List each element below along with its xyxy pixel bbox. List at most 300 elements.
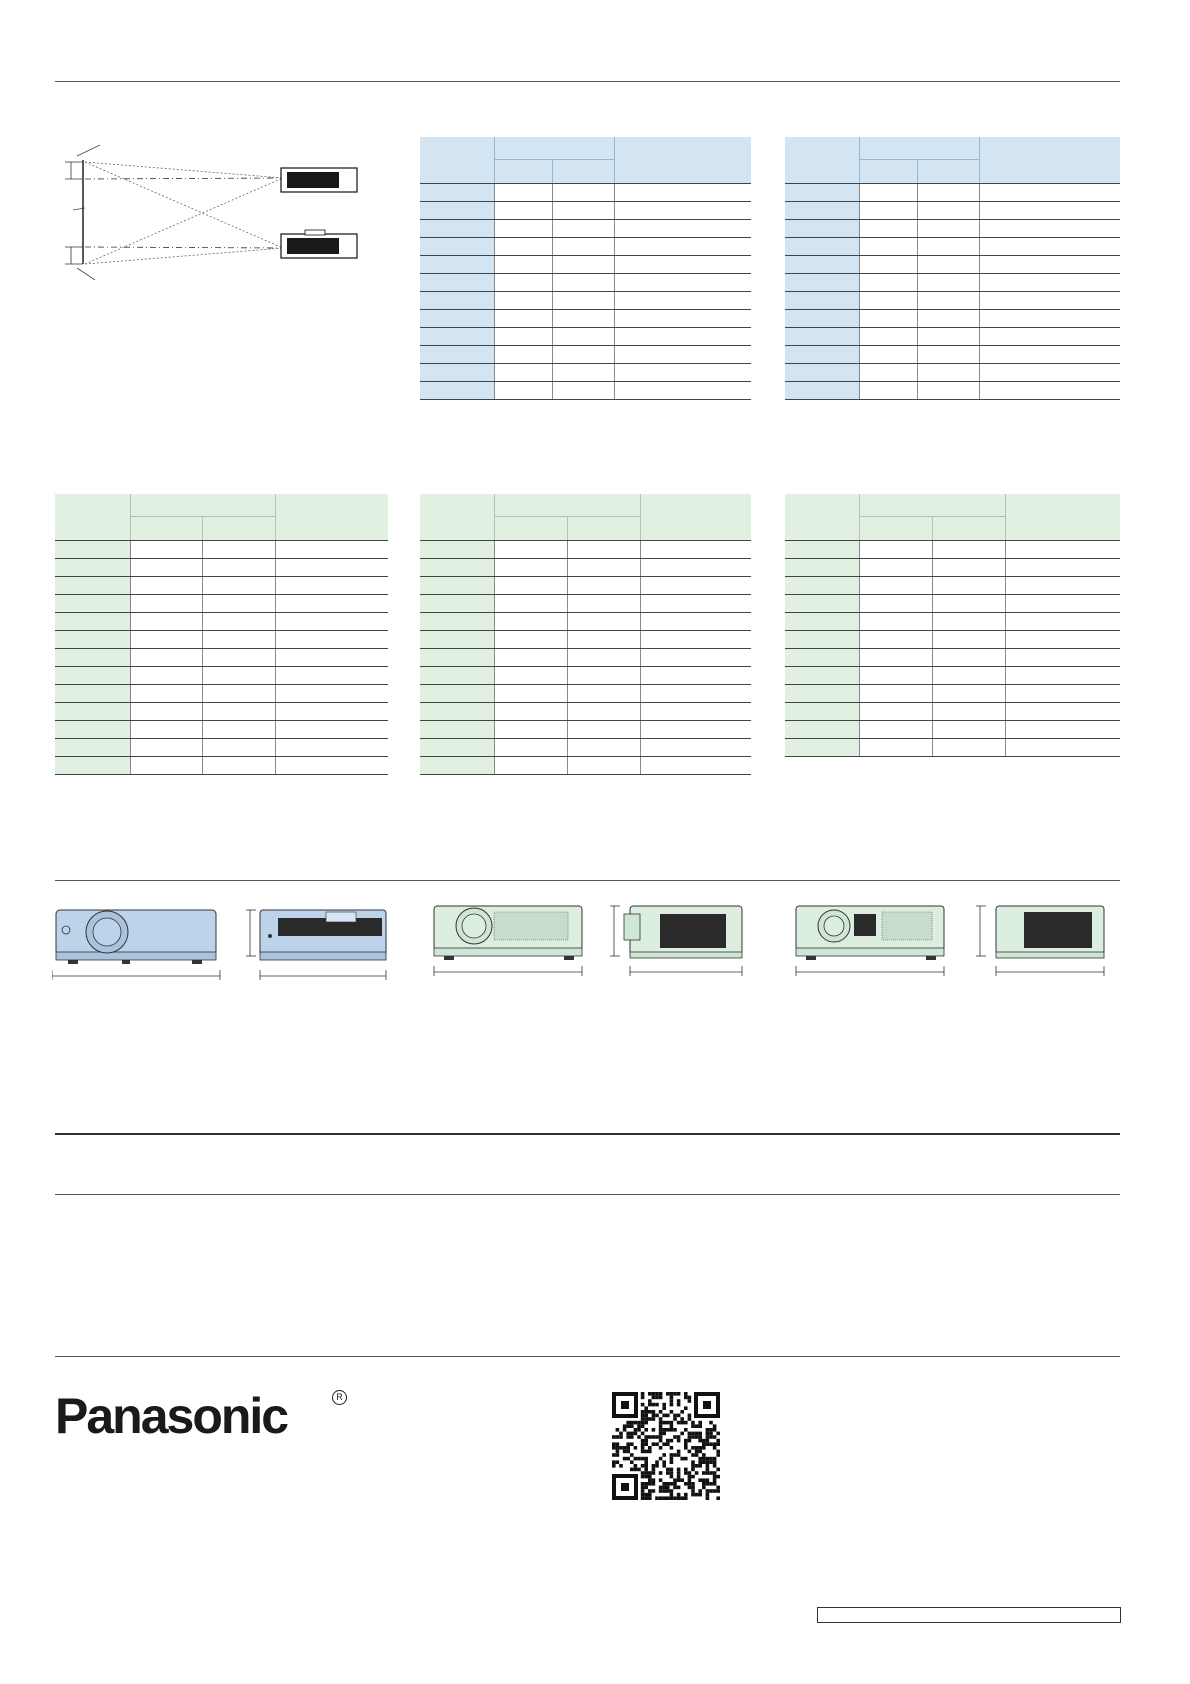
- qr-module: [670, 1428, 674, 1432]
- qr-module: [677, 1471, 681, 1475]
- qr-module: [659, 1435, 663, 1439]
- qr-module: [659, 1392, 663, 1396]
- qr-module: [623, 1428, 627, 1432]
- qr-module: [677, 1435, 681, 1439]
- qr-module: [702, 1471, 706, 1475]
- qr-module: [648, 1482, 652, 1486]
- qr-module: [637, 1435, 641, 1439]
- qr-module: [691, 1460, 695, 1464]
- qr-module: [702, 1446, 706, 1450]
- qr-module: [684, 1421, 688, 1425]
- qr-module: [677, 1493, 681, 1497]
- qr-module: [713, 1460, 717, 1464]
- throw-distance-table-green-2: [420, 494, 751, 775]
- qr-module: [691, 1446, 695, 1450]
- qr-module: [655, 1414, 659, 1418]
- qr-module: [691, 1424, 695, 1428]
- qr-module: [641, 1439, 645, 1443]
- qr-module: [680, 1417, 684, 1421]
- qr-module: [616, 1450, 620, 1454]
- qr-module: [648, 1417, 652, 1421]
- qr-module: [706, 1464, 710, 1468]
- qr-module: [680, 1421, 684, 1425]
- qr-module: [616, 1446, 620, 1450]
- throw-distance-table-green-1: [55, 494, 388, 775]
- qr-module: [677, 1478, 681, 1482]
- projector-side-green-2: [974, 902, 1114, 978]
- qr-module: [684, 1439, 688, 1443]
- qr-module: [706, 1471, 710, 1475]
- qr-module: [652, 1478, 656, 1482]
- qr-code: [612, 1392, 720, 1500]
- registered-mark: R: [332, 1390, 347, 1405]
- qr-module: [709, 1457, 713, 1461]
- qr-module: [659, 1478, 663, 1482]
- qr-module: [644, 1475, 648, 1479]
- qr-module: [673, 1428, 677, 1432]
- qr-module: [673, 1435, 677, 1439]
- qr-module: [698, 1439, 702, 1443]
- qr-module: [702, 1460, 706, 1464]
- qr-module: [612, 1453, 616, 1457]
- qr-module: [644, 1406, 648, 1410]
- qr-module: [666, 1392, 670, 1396]
- qr-module: [677, 1475, 681, 1479]
- qr-module: [706, 1468, 710, 1472]
- qr-module: [634, 1432, 638, 1436]
- panasonic-logo: Panasonic: [55, 1388, 288, 1444]
- qr-module: [637, 1424, 641, 1428]
- qr-module: [652, 1464, 656, 1468]
- qr-module: [670, 1460, 674, 1464]
- qr-module: [634, 1464, 638, 1468]
- qr-module: [695, 1424, 699, 1428]
- qr-module: [713, 1475, 717, 1479]
- qr-module: [616, 1435, 620, 1439]
- qr-module: [659, 1446, 663, 1450]
- qr-module: [648, 1471, 652, 1475]
- qr-module: [637, 1428, 641, 1432]
- dimensions-rule: [55, 880, 1120, 881]
- qr-module: [644, 1435, 648, 1439]
- qr-module: [641, 1396, 645, 1400]
- qr-module: [670, 1446, 674, 1450]
- qr-module: [641, 1493, 645, 1497]
- qr-module: [634, 1428, 638, 1432]
- projector-side-green-1: [608, 902, 748, 978]
- qr-module: [662, 1460, 666, 1464]
- qr-module: [677, 1486, 681, 1490]
- qr-module: [634, 1421, 638, 1425]
- qr-module: [648, 1446, 652, 1450]
- qr-module: [616, 1453, 620, 1457]
- qr-module: [698, 1432, 702, 1436]
- qr-module: [706, 1478, 710, 1482]
- qr-module: [641, 1432, 645, 1436]
- qr-module: [677, 1450, 681, 1454]
- qr-module: [644, 1464, 648, 1468]
- qr-module: [673, 1417, 677, 1421]
- qr-module: [673, 1478, 677, 1482]
- qr-module: [684, 1493, 688, 1497]
- qr-module: [684, 1471, 688, 1475]
- throw-distance-table-blue-1: [420, 137, 751, 400]
- qr-module: [684, 1392, 688, 1396]
- qr-module: [659, 1410, 663, 1414]
- qr-module: [630, 1435, 634, 1439]
- qr-module: [691, 1421, 695, 1425]
- qr-module: [659, 1396, 663, 1400]
- qr-module: [623, 1450, 627, 1454]
- qr-module: [641, 1486, 645, 1490]
- qr-module: [709, 1435, 713, 1439]
- qr-module: [680, 1478, 684, 1482]
- qr-module: [706, 1439, 710, 1443]
- qr-module: [648, 1489, 652, 1493]
- qr-module: [641, 1450, 645, 1454]
- qr-module: [677, 1403, 681, 1407]
- qr-module: [641, 1475, 645, 1479]
- qr-module: [666, 1428, 670, 1432]
- qr-module: [688, 1396, 692, 1400]
- qr-module: [626, 1457, 630, 1461]
- qr-module: [659, 1432, 663, 1436]
- qr-module: [641, 1403, 645, 1407]
- qr-module: [713, 1424, 717, 1428]
- qr-module: [670, 1399, 674, 1403]
- qr-module: [616, 1442, 620, 1446]
- qr-module: [666, 1496, 670, 1500]
- qr-module: [641, 1464, 645, 1468]
- qr-module: [713, 1457, 717, 1461]
- qr-module: [641, 1414, 645, 1418]
- qr-module: [695, 1446, 699, 1450]
- qr-module: [655, 1435, 659, 1439]
- qr-module: [670, 1468, 674, 1472]
- qr-module: [641, 1457, 645, 1461]
- footer-rule: [55, 1356, 1120, 1357]
- qr-module: [716, 1489, 720, 1493]
- qr-module: [670, 1493, 674, 1497]
- qr-module: [698, 1424, 702, 1428]
- qr-module: [626, 1442, 630, 1446]
- qr-module: [662, 1421, 666, 1425]
- qr-module: [680, 1410, 684, 1414]
- qr-module: [641, 1446, 645, 1450]
- qr-module: [641, 1421, 645, 1425]
- qr-module: [666, 1486, 670, 1490]
- qr-module: [709, 1471, 713, 1475]
- qr-module: [691, 1432, 695, 1436]
- qr-module: [612, 1442, 616, 1446]
- qr-module: [616, 1460, 620, 1464]
- qr-module: [688, 1475, 692, 1479]
- qr-module: [680, 1457, 684, 1461]
- qr-module: [709, 1432, 713, 1436]
- qr-module: [716, 1439, 720, 1443]
- qr-module: [652, 1392, 656, 1396]
- qr-module: [612, 1464, 616, 1468]
- qr-module: [709, 1489, 713, 1493]
- qr-module: [680, 1432, 684, 1436]
- projector-front-blue: [52, 906, 222, 982]
- qr-module: [662, 1442, 666, 1446]
- qr-module: [662, 1414, 666, 1418]
- qr-module: [630, 1442, 634, 1446]
- qr-module: [666, 1421, 670, 1425]
- qr-module: [652, 1489, 656, 1493]
- qr-module: [630, 1453, 634, 1457]
- qr-module: [652, 1471, 656, 1475]
- qr-module: [702, 1486, 706, 1490]
- qr-module: [670, 1453, 674, 1457]
- qr-module: [662, 1406, 666, 1410]
- qr-module: [630, 1460, 634, 1464]
- qr-module: [630, 1468, 634, 1472]
- throw-distance-table-green-3: [785, 494, 1120, 757]
- qr-module: [677, 1392, 681, 1396]
- qr-module: [706, 1496, 710, 1500]
- qr-module: [670, 1471, 674, 1475]
- projector-front-green-1: [430, 902, 590, 978]
- qr-module: [634, 1457, 638, 1461]
- qr-module: [709, 1442, 713, 1446]
- qr-module: [641, 1482, 645, 1486]
- qr-module: [670, 1482, 674, 1486]
- qr-module: [655, 1460, 659, 1464]
- qr-module: [706, 1457, 710, 1461]
- qr-module: [652, 1403, 656, 1407]
- qr-module: [648, 1478, 652, 1482]
- qr-module: [659, 1457, 663, 1461]
- qr-module: [670, 1410, 674, 1414]
- qr-module: [713, 1442, 717, 1446]
- qr-module: [666, 1468, 670, 1472]
- qr-module: [662, 1482, 666, 1486]
- qr-module: [648, 1410, 652, 1414]
- qr-module: [670, 1489, 674, 1493]
- qr-module: [684, 1496, 688, 1500]
- qr-module: [670, 1392, 674, 1396]
- qr-module: [659, 1428, 663, 1432]
- qr-module: [702, 1439, 706, 1443]
- qr-module: [619, 1435, 623, 1439]
- qr-module: [691, 1493, 695, 1497]
- qr-module: [688, 1435, 692, 1439]
- qr-module: [644, 1414, 648, 1418]
- qr-module: [644, 1450, 648, 1454]
- qr-module: [641, 1417, 645, 1421]
- qr-module: [626, 1446, 630, 1450]
- qr-module: [713, 1435, 717, 1439]
- qr-module: [655, 1464, 659, 1468]
- section-rule-thick: [55, 1133, 1120, 1135]
- qr-module: [709, 1428, 713, 1432]
- qr-module: [662, 1403, 666, 1407]
- qr-module: [677, 1439, 681, 1443]
- qr-module: [648, 1493, 652, 1497]
- qr-module: [641, 1424, 645, 1428]
- projector-side-blue: [244, 906, 390, 982]
- qr-module: [677, 1399, 681, 1403]
- qr-module: [716, 1432, 720, 1436]
- qr-module: [706, 1489, 710, 1493]
- qr-module: [691, 1482, 695, 1486]
- qr-module: [695, 1493, 699, 1497]
- qr-module: [655, 1392, 659, 1396]
- qr-module: [648, 1403, 652, 1407]
- qr-module: [691, 1486, 695, 1490]
- qr-module: [641, 1496, 645, 1500]
- qr-module: [670, 1457, 674, 1461]
- qr-module: [713, 1428, 717, 1432]
- qr-module: [673, 1392, 677, 1396]
- qr-module: [666, 1442, 670, 1446]
- qr-module: [688, 1482, 692, 1486]
- qr-module: [662, 1496, 666, 1500]
- qr-module: [709, 1421, 713, 1425]
- qr-module: [616, 1428, 620, 1432]
- qr-module: [670, 1403, 674, 1407]
- qr-module: [644, 1460, 648, 1464]
- qr-module: [677, 1496, 681, 1500]
- qr-module: [655, 1403, 659, 1407]
- qr-module: [688, 1414, 692, 1418]
- qr-module: [684, 1457, 688, 1461]
- qr-module: [641, 1442, 645, 1446]
- qr-module: [698, 1421, 702, 1425]
- qr-module: [706, 1435, 710, 1439]
- qr-module: [662, 1489, 666, 1493]
- qr-module: [637, 1421, 641, 1425]
- qr-module: [684, 1442, 688, 1446]
- qr-module: [698, 1460, 702, 1464]
- qr-module: [688, 1478, 692, 1482]
- qr-module: [673, 1486, 677, 1490]
- qr-module: [706, 1493, 710, 1497]
- qr-module: [684, 1468, 688, 1472]
- qr-module: [716, 1486, 720, 1490]
- qr-module: [644, 1417, 648, 1421]
- section-rule: [55, 1194, 1120, 1195]
- qr-module: [652, 1428, 656, 1432]
- qr-module: [662, 1432, 666, 1436]
- qr-module: [709, 1460, 713, 1464]
- qr-module: [666, 1471, 670, 1475]
- qr-module: [644, 1457, 648, 1461]
- qr-module: [652, 1442, 656, 1446]
- qr-module: [670, 1396, 674, 1400]
- qr-module: [698, 1446, 702, 1450]
- qr-module: [641, 1410, 645, 1414]
- qr-module: [691, 1435, 695, 1439]
- qr-module: [706, 1442, 710, 1446]
- qr-module: [713, 1446, 717, 1450]
- qr-module: [673, 1414, 677, 1418]
- qr-module: [612, 1460, 616, 1464]
- qr-module: [684, 1482, 688, 1486]
- qr-module: [688, 1399, 692, 1403]
- qr-module: [698, 1464, 702, 1468]
- qr-module: [688, 1450, 692, 1454]
- qr-module: [684, 1406, 688, 1410]
- qr-module: [644, 1468, 648, 1472]
- qr-module: [626, 1432, 630, 1436]
- qr-module: [662, 1464, 666, 1468]
- qr-module: [684, 1396, 688, 1400]
- qr-module: [652, 1482, 656, 1486]
- qr-module: [634, 1468, 638, 1472]
- qr-module: [716, 1496, 720, 1500]
- qr-module: [648, 1496, 652, 1500]
- qr-module: [702, 1442, 706, 1446]
- qr-module: [702, 1482, 706, 1486]
- qr-module: [684, 1446, 688, 1450]
- qr-module: [677, 1468, 681, 1472]
- qr-module: [662, 1453, 666, 1457]
- qr-module: [716, 1475, 720, 1479]
- qr-module: [691, 1464, 695, 1468]
- qr-module: [662, 1428, 666, 1432]
- qr-module: [716, 1450, 720, 1454]
- qr-module: [626, 1424, 630, 1428]
- qr-module: [670, 1439, 674, 1443]
- qr-module: [644, 1486, 648, 1490]
- qr-module: [659, 1486, 663, 1490]
- qr-module: [666, 1414, 670, 1418]
- qr-module: [713, 1478, 717, 1482]
- qr-module: [702, 1457, 706, 1461]
- qr-module: [706, 1432, 710, 1436]
- qr-module: [680, 1496, 684, 1500]
- qr-module: [670, 1475, 674, 1479]
- qr-module: [619, 1464, 623, 1468]
- qr-module: [684, 1428, 688, 1432]
- qr-module: [695, 1435, 699, 1439]
- qr-module: [695, 1450, 699, 1454]
- qr-module: [670, 1421, 674, 1425]
- qr-module: [626, 1421, 630, 1425]
- qr-module: [695, 1464, 699, 1468]
- top-rule: [55, 81, 1120, 82]
- qr-module: [702, 1453, 706, 1457]
- qr-module: [695, 1432, 699, 1436]
- qr-module: [713, 1471, 717, 1475]
- qr-module: [688, 1432, 692, 1436]
- throw-distance-table-blue-2: [785, 137, 1120, 400]
- qr-module: [677, 1453, 681, 1457]
- qr-module: [670, 1496, 674, 1500]
- qr-module: [659, 1471, 663, 1475]
- qr-module: [706, 1460, 710, 1464]
- qr-module: [716, 1442, 720, 1446]
- qr-module: [662, 1486, 666, 1490]
- qr-module: [644, 1442, 648, 1446]
- qr-module: [713, 1464, 717, 1468]
- qr-module: [623, 1457, 627, 1461]
- qr-module: [648, 1450, 652, 1454]
- qr-module: [652, 1417, 656, 1421]
- qr-module: [659, 1417, 663, 1421]
- qr-module: [659, 1439, 663, 1443]
- qr-module: [659, 1489, 663, 1493]
- qr-module: [698, 1478, 702, 1482]
- qr-module: [637, 1468, 641, 1472]
- qr-module: [702, 1478, 706, 1482]
- qr-module: [713, 1482, 717, 1486]
- qr-module: [691, 1468, 695, 1472]
- qr-module: [623, 1446, 627, 1450]
